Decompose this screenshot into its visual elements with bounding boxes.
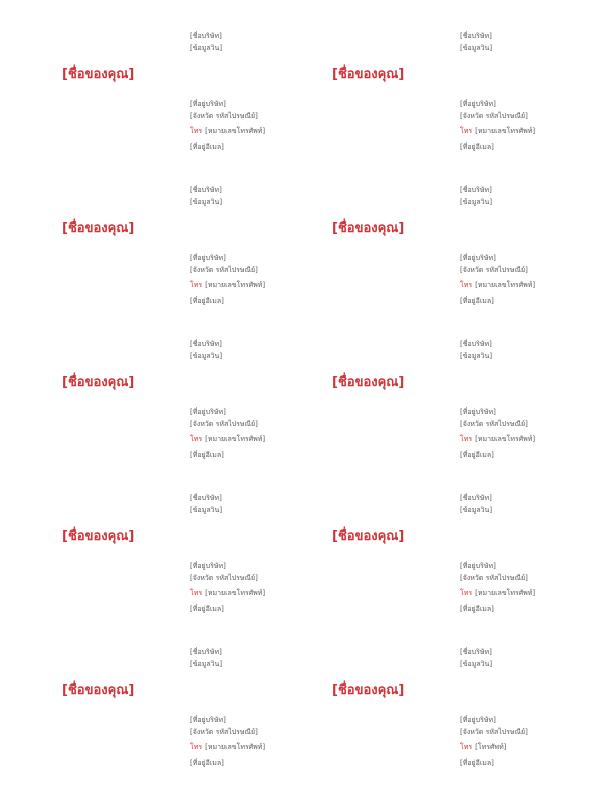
phone-prefix: โทร [460, 281, 473, 289]
address-line-2: [จังหวัด รหัสไปรษณีย์] [190, 574, 258, 582]
company-block [460, 492, 492, 516]
company-slogan: [ข้อมูลวิน] [190, 506, 223, 514]
company-slogan: [ข้อมูลวิน] [190, 44, 223, 52]
business-card [332, 184, 602, 338]
address-block [460, 406, 528, 430]
business-card [62, 492, 332, 646]
email: [ที่อยู่อีเมล] [190, 605, 224, 613]
person-name: [ชื่อของคุณ] [62, 221, 135, 236]
phone-line [190, 279, 265, 291]
phone-line [460, 587, 535, 599]
business-card [62, 646, 332, 800]
company-block [190, 646, 222, 670]
phone-number: [หมายเลขโทรศัพท์] [475, 281, 536, 289]
company-block [190, 492, 222, 516]
business-card [62, 338, 332, 492]
phone-number: [หมายเลขโทรศัพท์] [205, 127, 266, 135]
company-name: [ชื่อบริษัท] [460, 186, 492, 194]
company-block [460, 646, 492, 670]
company-block [460, 184, 492, 208]
person-name: [ชื่อของคุณ] [332, 221, 405, 236]
company-name: [ชื่อบริษัท] [190, 186, 222, 194]
address-line-2: [จังหวัด รหัสไปรษณีย์] [190, 266, 258, 274]
address-block [190, 714, 258, 738]
company-slogan: [ข้อมูลวิน] [460, 506, 493, 514]
email: [ที่อยู่อีเมล] [460, 605, 494, 613]
company-name: [ชื่อบริษัท] [190, 494, 222, 502]
business-card [62, 184, 332, 338]
address-line-2: [จังหวัด รหัสไปรษณีย์] [460, 266, 528, 274]
company-block [190, 338, 222, 362]
address-line-1: [ที่อยู่บริษัท] [190, 254, 226, 262]
company-block [190, 30, 222, 54]
phone-prefix: โทร [190, 127, 203, 135]
company-slogan: [ข้อมูลวิน] [190, 198, 223, 206]
phone-prefix: โทร [190, 743, 203, 751]
address-line-1: [ที่อยู่บริษัท] [460, 562, 496, 570]
email: [ที่อยู่อีเมล] [460, 143, 494, 151]
address-line-2: [จังหวัด รหัสไปรษณีย์] [190, 728, 258, 736]
address-line-1: [ที่อยู่บริษัท] [190, 562, 226, 570]
phone-prefix: โทร [190, 435, 203, 443]
company-block [460, 338, 492, 362]
person-name: [ชื่อของคุณ] [62, 529, 135, 544]
phone-number: [หมายเลขโทรศัพท์] [205, 435, 266, 443]
business-card [332, 338, 602, 492]
phone-line [460, 433, 535, 445]
business-card [332, 30, 602, 184]
phone-number: [หมายเลขโทรศัพท์] [205, 281, 266, 289]
phone-line [460, 279, 535, 291]
company-slogan: [ข้อมูลวิน] [190, 352, 223, 360]
person-name: [ชื่อของคุณ] [332, 529, 405, 544]
address-block [460, 714, 528, 738]
company-slogan: [ข้อมูลวิน] [460, 198, 493, 206]
email: [ที่อยู่อีเมล] [190, 143, 224, 151]
company-name: [ชื่อบริษัท] [190, 648, 222, 656]
person-name: [ชื่อของคุณ] [62, 375, 135, 390]
company-name: [ชื่อบริษัท] [460, 340, 492, 348]
address-block [460, 98, 528, 122]
company-slogan: [ข้อมูลวิน] [460, 44, 493, 52]
company-slogan: [ข้อมูลวิน] [190, 660, 223, 668]
email: [ที่อยู่อีเมล] [460, 759, 494, 767]
company-name: [ชื่อบริษัท] [190, 340, 222, 348]
business-card [62, 30, 332, 184]
address-block [460, 560, 528, 584]
company-name: [ชื่อบริษัท] [460, 494, 492, 502]
phone-line [190, 741, 265, 753]
address-line-1: [ที่อยู่บริษัท] [460, 100, 496, 108]
email: [ที่อยู่อีเมล] [190, 297, 224, 305]
phone-number: [หมายเลขโทรศัพท์] [475, 589, 536, 597]
phone-number: [โทรศัพท์] [475, 743, 507, 751]
person-name: [ชื่อของคุณ] [62, 67, 135, 82]
address-block [190, 98, 258, 122]
person-name: [ชื่อของคุณ] [62, 683, 135, 698]
company-name: [ชื่อบริษัท] [190, 32, 222, 40]
business-card [332, 492, 602, 646]
company-slogan: [ข้อมูลวิน] [460, 352, 493, 360]
person-name: [ชื่อของคุณ] [332, 375, 405, 390]
phone-prefix: โทร [190, 589, 203, 597]
address-line-1: [ที่อยู่บริษัท] [460, 254, 496, 262]
company-name: [ชื่อบริษัท] [460, 648, 492, 656]
phone-number: [หมายเลขโทรศัพท์] [205, 743, 266, 751]
phone-line [190, 125, 265, 137]
phone-line [460, 125, 535, 137]
address-line-1: [ที่อยู่บริษัท] [460, 408, 496, 416]
email: [ที่อยู่อีเมล] [460, 297, 494, 305]
email: [ที่อยู่อีเมล] [190, 759, 224, 767]
email: [ที่อยู่อีเมล] [190, 451, 224, 459]
company-name: [ชื่อบริษัท] [460, 32, 492, 40]
phone-number: [หมายเลขโทรศัพท์] [205, 589, 266, 597]
address-block [460, 252, 528, 276]
company-slogan: [ข้อมูลวิน] [460, 660, 493, 668]
address-block [190, 560, 258, 584]
company-block [190, 184, 222, 208]
phone-prefix: โทร [460, 743, 473, 751]
company-block [460, 30, 492, 54]
phone-prefix: โทร [190, 281, 203, 289]
phone-line [460, 741, 506, 753]
phone-number: [หมายเลขโทรศัพท์] [475, 127, 536, 135]
address-block [190, 252, 258, 276]
address-block [190, 406, 258, 430]
phone-prefix: โทร [460, 589, 473, 597]
person-name: [ชื่อของคุณ] [332, 67, 405, 82]
address-line-2: [จังหวัด รหัสไปรษณีย์] [460, 420, 528, 428]
address-line-2: [จังหวัด รหัสไปรษณีย์] [460, 728, 528, 736]
phone-line [190, 433, 265, 445]
address-line-1: [ที่อยู่บริษัท] [190, 100, 226, 108]
business-card [332, 646, 602, 800]
address-line-2: [จังหวัด รหัสไปรษณีย์] [460, 574, 528, 582]
email: [ที่อยู่อีเมล] [460, 451, 494, 459]
person-name: [ชื่อของคุณ] [332, 683, 405, 698]
phone-number: [หมายเลขโทรศัพท์] [475, 435, 536, 443]
address-line-2: [จังหวัด รหัสไปรษณีย์] [190, 112, 258, 120]
phone-prefix: โทร [460, 435, 473, 443]
address-line-2: [จังหวัด รหัสไปรษณีย์] [190, 420, 258, 428]
address-line-1: [ที่อยู่บริษัท] [190, 716, 226, 724]
address-line-2: [จังหวัด รหัสไปรษณีย์] [460, 112, 528, 120]
address-line-1: [ที่อยู่บริษัท] [190, 408, 226, 416]
address-line-1: [ที่อยู่บริษัท] [460, 716, 496, 724]
phone-line [190, 587, 265, 599]
phone-prefix: โทร [460, 127, 473, 135]
